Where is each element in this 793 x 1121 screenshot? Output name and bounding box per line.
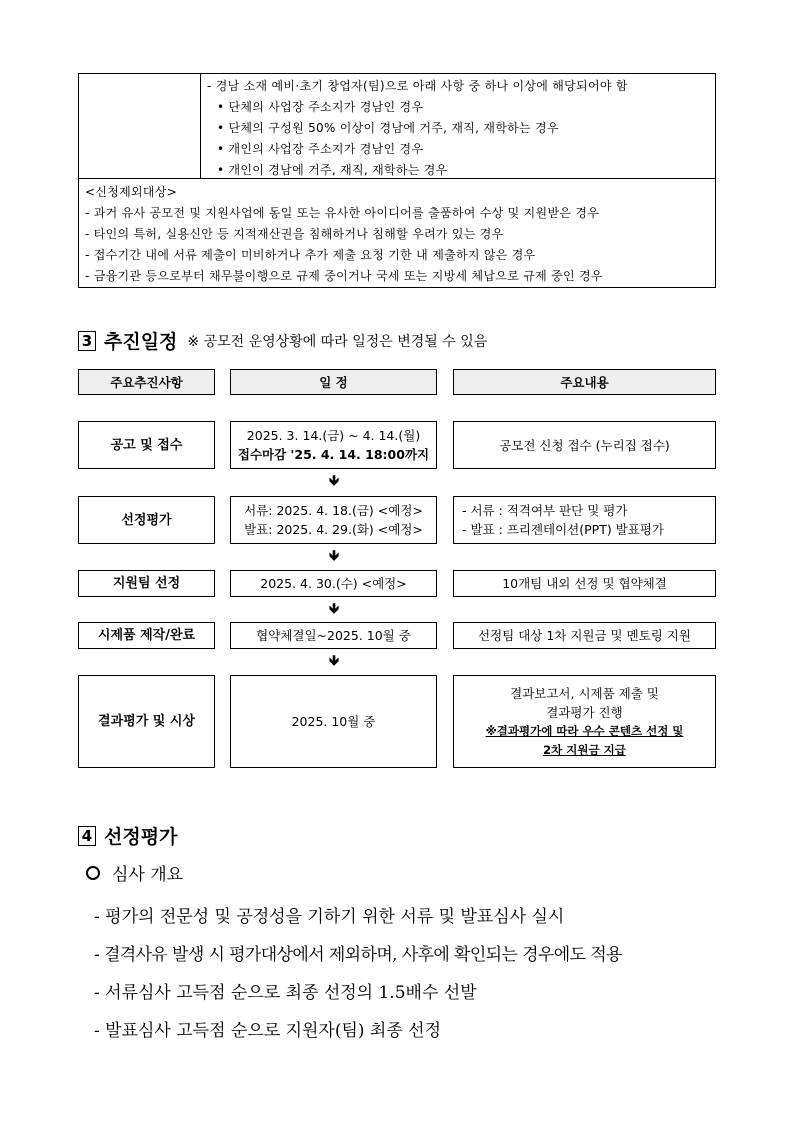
row-content-team-selection <box>453 570 716 597</box>
overview-label: 심사 개요 <box>112 865 184 885</box>
schedule-line: 2025. 10월 중 <box>291 714 376 729</box>
content-line: 결과보고서, 시제품 제출 및 <box>510 685 659 701</box>
content-note: ※결과평가에 따라 우수 콘텐츠 선정 및 <box>485 723 684 738</box>
eligibility-item: • 단체의 사업장 주소지가 경남인 경우 <box>217 100 424 114</box>
row-item-result: 결과평가 및 시상 <box>78 675 215 768</box>
row-content-result <box>453 675 716 768</box>
section-note: ※ 공모전 운영상황에 따라 일정은 변경될 수 있음 <box>187 333 488 350</box>
row-schedule-result <box>230 675 437 768</box>
row-content-prototype <box>453 622 716 649</box>
row-item-announcement: 공고 및 접수 <box>78 421 215 469</box>
content-line: - 발표 : 프리젠테이션(PPT) 발표평가 <box>462 522 664 537</box>
schedule-line: 발표: 2025. 4. 29.(화) <예정> <box>244 522 423 537</box>
header-content: 주요내용 <box>453 369 716 395</box>
evaluation-list <box>94 898 622 1050</box>
evaluation-item: - 발표심사 고득점 순으로 지원자(팀) 최종 선정 <box>94 1021 442 1041</box>
arrow-down-icon: 🡻 <box>328 601 340 617</box>
row-schedule-prototype <box>230 622 437 649</box>
row-content-evaluation <box>453 496 716 544</box>
overview-item <box>86 860 183 885</box>
header-main-item: 주요추진사항 <box>78 369 215 395</box>
section-number-box: 3 <box>78 331 96 351</box>
eligibility-item: • 개인이 경남에 거주, 재직, 재학하는 경우 <box>217 163 448 177</box>
schedule-line: 서류: 2025. 4. 18.(금) <예정> <box>244 503 423 518</box>
schedule-line: 2025. 4. 30.(수) <예정> <box>260 576 407 591</box>
circle-bullet-icon <box>86 866 100 880</box>
eligibility-table <box>78 73 716 288</box>
section4-heading <box>78 822 177 849</box>
section-number-box: 4 <box>78 826 96 846</box>
row-schedule-team-selection <box>230 570 437 597</box>
eligibility-item: • 단체의 구성원 50% 이상이 경남에 거주, 재직, 재학하는 경우 <box>217 121 559 135</box>
content-line: 10개팀 내외 선정 및 협약체결 <box>502 576 667 591</box>
row-item-evaluation: 선정평가 <box>78 496 215 544</box>
evaluation-item: - 결격사유 발생 시 평가대상에서 제외하며, 사후에 확인되는 경우에도 적용 <box>94 945 622 965</box>
evaluation-item: - 평가의 전문성 및 공정성을 기하기 위한 서류 및 발표심사 실시 <box>94 907 565 927</box>
section3-heading <box>78 327 487 354</box>
exclusion-item: - 타인의 특허, 실용신안 등 지적재산권을 침해하거나 침해할 우려가 있는 경우 <box>85 227 504 241</box>
eligibility-label-cell <box>79 74 201 178</box>
eligibility-criteria-cell <box>201 74 715 178</box>
section-title: 추진일정 <box>104 331 178 353</box>
row-schedule-evaluation <box>230 496 437 544</box>
exclusion-item: - 금융기관 등으로부터 채무불이행으로 규제 중이거나 국세 또는 지방세 체납으로 규제 중인 경우 <box>85 269 603 283</box>
content-line: 결과평가 진행 <box>546 704 623 720</box>
header-schedule: 일 정 <box>230 369 437 395</box>
eligibility-item: • 개인의 사업장 주소지가 경남인 경우 <box>217 142 424 156</box>
eligibility-main: - 경남 소재 예비·초기 창업자(팀)으로 아래 사항 중 하나 이상에 해당되어야 함 <box>207 79 628 93</box>
schedule-line: 협약체결일~2025. 10월 중 <box>256 628 411 643</box>
arrow-down-icon: 🡻 <box>328 473 340 489</box>
arrow-down-icon: 🡻 <box>328 653 340 669</box>
content-line: 공모전 신청 접수 (누리집 접수) <box>499 437 670 453</box>
arrow-down-icon: 🡻 <box>328 548 340 564</box>
schedule-line: 2025. 3. 14.(금) ~ 4. 14.(월) <box>246 428 421 443</box>
content-line: - 서류 : 적격여부 판단 및 평가 <box>462 503 628 518</box>
content-note: 2차 지원금 지급 <box>543 742 626 757</box>
content-line: 선정팀 대상 1차 지원금 및 멘토링 지원 <box>478 628 691 643</box>
evaluation-item: - 서류심사 고득점 순으로 최종 선정의 1.5배수 선발 <box>94 983 477 1003</box>
exclusion-item: - 접수기간 내에 서류 제출이 미비하거나 추가 제출 요청 기한 내 제출하지 않은 경우 <box>85 248 536 262</box>
row-schedule-announcement <box>230 421 437 469</box>
row-content-announcement <box>453 421 716 469</box>
exclusions-cell <box>79 179 715 287</box>
section-title: 선정평가 <box>104 826 178 848</box>
exclusion-item: - 과거 유사 공모전 및 지원사업에 동일 또는 유사한 아이디어를 출품하여 수상 및 지원받은 경우 <box>85 206 600 220</box>
row-item-prototype: 시제품 제작/완료 <box>78 622 215 649</box>
schedule-deadline: 접수마감 '25. 4. 14. 18:00까지 <box>237 447 430 462</box>
row-item-team-selection: 지원팀 선정 <box>78 570 215 597</box>
exclusions-title: <신청제외대상> <box>85 185 178 199</box>
